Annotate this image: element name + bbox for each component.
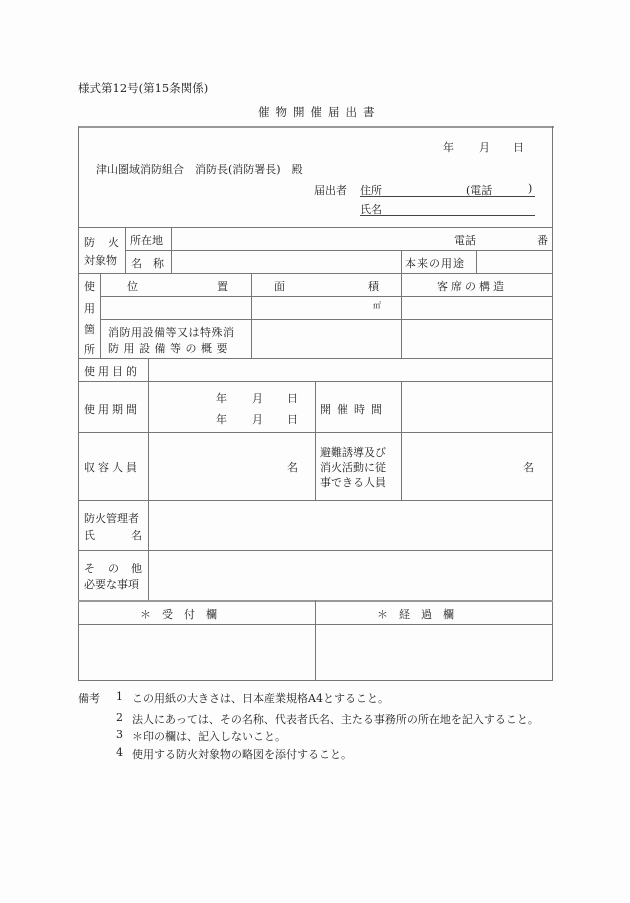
note-num: 4 (116, 746, 123, 759)
staff-label-2: 消火活動に従 (320, 461, 386, 474)
position-input[interactable] (101, 297, 250, 318)
seating-label: 客席の構造 (437, 280, 507, 293)
building-label-2: 対象物 (84, 254, 117, 267)
manager-label-2a: 氏 (84, 529, 95, 542)
original-use-input[interactable] (477, 251, 552, 272)
phone-close: ) (528, 182, 533, 195)
area-label-2: 積 (368, 280, 379, 293)
period-start-year: 年 (216, 392, 227, 405)
usage-label-1: 使 (84, 280, 95, 293)
staff-label-1: 避難誘導及び (320, 446, 386, 459)
manager-label-2b: 名 (131, 529, 142, 542)
note-num: 1 (116, 690, 123, 703)
reception-box (79, 625, 314, 679)
period-start-month: 月 (252, 392, 263, 405)
staff-unit: 名 (523, 461, 534, 474)
phone-label: (電話 (466, 184, 493, 197)
equipment-extra-input[interactable] (402, 320, 552, 357)
other-label-1c: 他 (131, 562, 142, 575)
period-end-year: 年 (216, 413, 227, 426)
capacity-unit: 名 (287, 461, 298, 474)
other-input[interactable] (149, 551, 552, 599)
purpose-input[interactable] (149, 359, 552, 380)
period-start-day: 日 (287, 392, 298, 405)
page-title: 催物開催届出書 (258, 105, 381, 119)
note-num: 2 (116, 711, 123, 724)
location-input[interactable] (172, 228, 400, 249)
note-text: この用紙の大きさは、日本産業規格A4とすること。 (132, 692, 389, 705)
building-label-1: 防 火 (84, 236, 120, 249)
date-day-label: 日 (513, 141, 524, 154)
reception-label: ＊ 受 付 欄 (140, 608, 217, 621)
other-label-1b: の (108, 562, 119, 575)
other-label-2: 必要な事項 (84, 578, 139, 591)
period-end-month: 月 (252, 413, 263, 426)
addressee: 津山圏域消防組合 消防長(消防署長) 殿 (96, 163, 303, 176)
original-use-label: 本来の用途 (405, 257, 465, 270)
name-field[interactable] (360, 201, 535, 216)
date-year-label: 年 (443, 141, 454, 154)
building-phone-label: 電話 (454, 234, 476, 247)
date-month-label: 月 (479, 141, 490, 154)
period-end-day: 日 (287, 413, 298, 426)
equipment-input[interactable] (252, 320, 400, 357)
usage-label-3: 箇 (84, 323, 95, 336)
address-field[interactable] (360, 182, 535, 197)
manager-input[interactable] (149, 501, 552, 549)
hours-input[interactable] (402, 382, 552, 431)
equipment-label-2: 防用設備等の概要 (108, 342, 232, 355)
area-unit: ㎡ (373, 301, 381, 310)
location-label: 所在地 (130, 234, 163, 247)
staff-label-3: 事できる人員 (320, 476, 386, 489)
capacity-label: 収容人員 (84, 461, 140, 474)
hours-label: 開催時間 (320, 403, 388, 416)
position-label-2: 置 (217, 280, 228, 293)
address-label: 住所 (360, 184, 382, 197)
note-text: ＊印の欄は、記入しないこと。 (132, 730, 286, 743)
note-num: 3 (116, 728, 123, 741)
manager-label-1: 防火管理者 (84, 512, 139, 525)
name-label: 氏名 (360, 203, 382, 216)
building-phone-suffix: 番 (537, 234, 548, 247)
other-label-1a: そ (84, 562, 95, 575)
usage-label-4: 所 (84, 343, 95, 356)
purpose-label: 使用目的 (84, 365, 140, 378)
form-number: 様式第12号(第15条関係) (78, 81, 209, 95)
position-label-1: 位 (127, 280, 138, 293)
notifier-label: 届出者 (314, 184, 347, 197)
progress-box (316, 625, 552, 679)
usage-label-2: 用 (84, 302, 95, 315)
building-name-label: 名 称 (131, 257, 164, 270)
equipment-label-1: 消防用設備等又は特殊消 (108, 326, 235, 339)
note-text: 使用する防火対象物の略図を添付すること。 (132, 748, 352, 761)
progress-label: ＊ 経 過 欄 (377, 608, 454, 621)
building-name-input[interactable] (172, 251, 400, 272)
area-label-1: 面 (274, 280, 285, 293)
note-text: 法人にあっては、その名称、代表者氏名、主たる事務所の所在地を記入すること。 (132, 713, 539, 726)
period-label: 使用期間 (84, 403, 140, 416)
notes-heading: 備考 (78, 692, 100, 705)
seating-input[interactable] (402, 297, 552, 318)
